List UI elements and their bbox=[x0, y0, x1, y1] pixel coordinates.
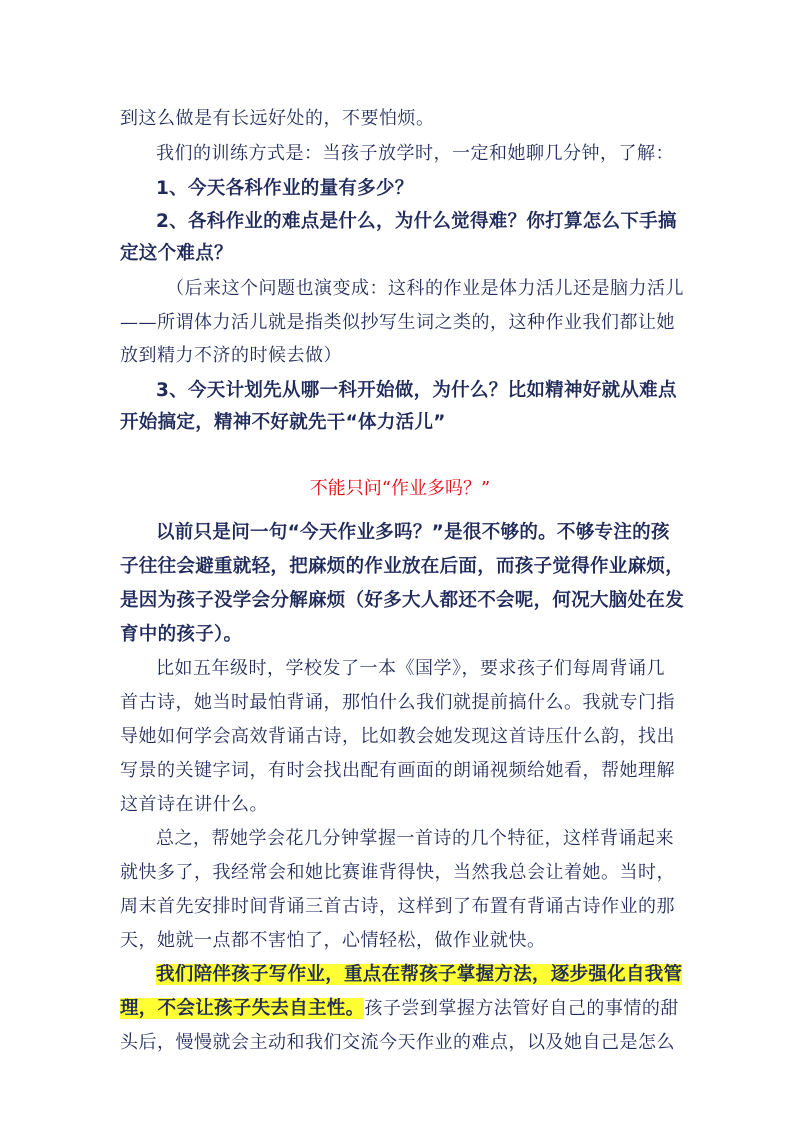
highlighted-text: 我们陪伴孩子写作业，重点在帮孩子掌握方法，逐步强化自我管 bbox=[156, 964, 683, 985]
paragraph-line: 导她如何学会高效背诵古诗，比如教会她发现这首诗压什么韵，找出 bbox=[120, 726, 675, 747]
paragraph-line: 就快多了，我经常会和她比赛谁背得快，当然我总会让着她。当时， bbox=[120, 862, 675, 883]
paragraph-text: 孩子尝到掌握方法管好自己的事情的甜 bbox=[364, 998, 679, 1019]
paragraph-line: 写景的关键字词，有时会找出配有画面的朗诵视频给她看，帮她理解 bbox=[120, 760, 675, 781]
highlight-line bbox=[156, 964, 683, 986]
paragraph-line: 以前只是问一句“今天作业多吗？”是很不够的。不够专注的孩 bbox=[156, 522, 670, 543]
list-item-1: 1、今天各科作业的量有多少？ bbox=[156, 178, 414, 199]
paragraph-line: 这首诗在讲什么。 bbox=[120, 794, 268, 815]
paragraph-line: 天，她就一点都不害怕了，心情轻松，做作业就快。 bbox=[120, 930, 546, 951]
section-heading: 不能只问“作业多吗？” bbox=[309, 478, 491, 499]
list-item-3: 3、今天计划先从哪一科开始做，为什么？比如精神好就从难点 bbox=[156, 380, 677, 401]
text-line: 到这么做是有长远好处的，不要怕烦。 bbox=[120, 108, 435, 129]
list-item-2: 2、各科作业的难点是什么，为什么觉得难？你打算怎么下手搞 bbox=[156, 211, 677, 232]
text-line: 我们的训练方式是：当孩子放学时，一定和她聊几分钟，了解： bbox=[156, 143, 674, 164]
note-line: ——所谓体力活儿就是指类似抄写生词之类的，这种作业我们都让她 bbox=[120, 312, 675, 333]
paragraph-line: 是因为孩子没学会分解麻烦（好多大人都还不会呢，何况大脑处在发 bbox=[120, 590, 685, 611]
note-line: 放到精力不济的时候去做） bbox=[120, 345, 342, 366]
paragraph-line: 首古诗，她当时最怕背诵，那怕什么我们就提前搞什么。我就专门指 bbox=[120, 692, 675, 713]
paragraph-line: 周末首先安排时间背诵三首古诗，这样到了布置有背诵古诗作业的那 bbox=[120, 896, 675, 917]
list-item-2-cont: 定这个难点？ bbox=[120, 243, 233, 264]
paragraph-line: 子往往会避重就轻，把麻烦的作业放在后面，而孩子觉得作业麻烦， bbox=[120, 556, 685, 577]
paragraph-line: 头后，慢慢就会主动和我们交流今天作业的难点，以及她自己是怎么 bbox=[120, 1032, 675, 1053]
paragraph-line: 育中的孩子）。 bbox=[120, 624, 243, 645]
paragraph-line: 比如五年级时，学校发了一本《国学》，要求孩子们每周背诵几 bbox=[156, 658, 665, 679]
list-item-3-cont: 开始搞定，精神不好就先干“体力活儿” bbox=[120, 412, 446, 433]
paragraph-line: 总之，帮她学会花几分钟掌握一首诗的几个特征，这样背诵起来 bbox=[156, 828, 674, 849]
note-line: （后来这个问题也演变成：这科的作业是体力活儿还是脑力活儿 bbox=[166, 278, 684, 299]
highlighted-text: 理，不会让孩子失去自主性。 bbox=[120, 998, 365, 1019]
mixed-line bbox=[120, 998, 680, 1020]
